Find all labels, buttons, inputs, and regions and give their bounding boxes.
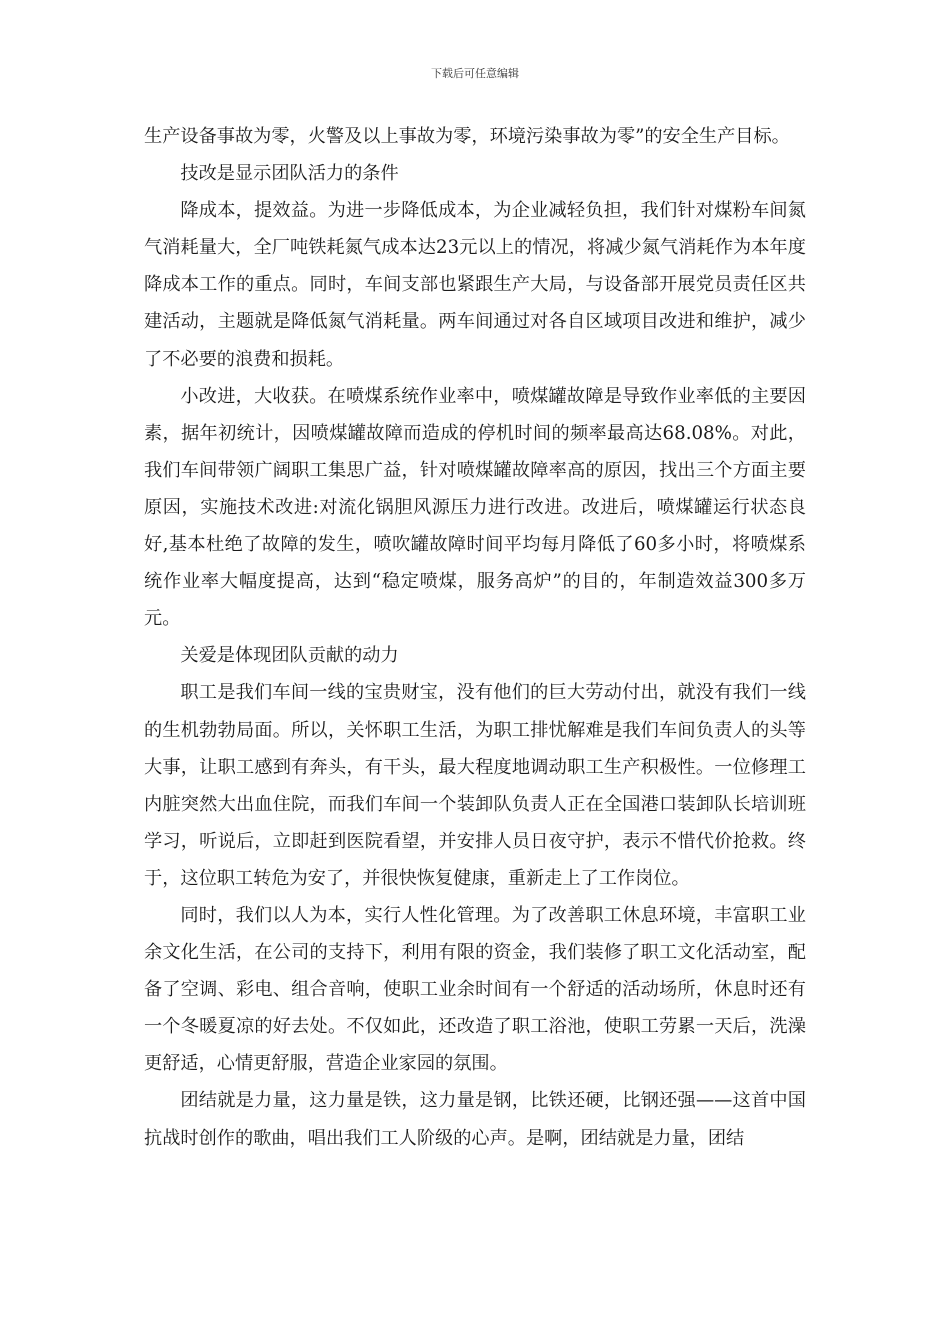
paragraph-worker-care: 职工是我们车间一线的宝贵财宝，没有他们的巨大劳动付出，就没有我们一线的生机勃勃局面。所以，关怀职工生活，为职工排忧解难是我们车间负责人的头等大事，让职工感到有奔头，有干头，最大程度地调动职工生产积极性。一位修理工内脏突然大出血住院，而我们车间一个装卸队负责人正在全国港口装卸队长培训班学习，听说后，立即赶到医院看望，并安排人员日夜守护，表示不惜代价抢救。终于，这位职工转危为安了，并很快恢复健康，重新走上了工作岗位。 [144, 682, 806, 889]
section-heading-care: 关爱是体现团队贡献的动力 [180, 645, 399, 667]
paragraph-humanized-management: 同时，我们以人为本，实行人性化管理。为了改善职工休息环境，丰富职工业余文化生活，在公司的支持下，利用有限的资金，我们装修了职工文化活动室，配备了空调、彩电、组合音响，使职工业余时间有一个舒适的活动场所，休息时还有一个冬暖夏凉的好去处。不仅如此，还改造了职工浴池，使职工劳累一天后，洗澡更舒适，心情更舒服，营造企业家园的氛围。 [144, 904, 806, 1075]
page-header: 下载后可任意编辑 [431, 67, 519, 80]
paragraph-small-improvements: 小改进，大收获。在喷煤系统作业率中，喷煤罐故障是导致作业率低的主要因素，据年初统计，因喷煤罐故障而造成的停机时间的频率最高达68.08%。对此，我们车间带领广阔职工集思广益，针对喷煤罐故障率高的原因，找出三个方面主要原因，实施技术改进:对流化锅胆风源压力进行改进。改进后，喷煤罐运行状态良好,基本杜绝了故障的发生，喷吹罐故障时间平均每月降低了60多小时，将喷煤系统作业率大幅度提高，达到“稳定喷煤，服务高炉”的目的，年制造效益300多万元。 [144, 385, 806, 630]
paragraph-safety-goal: 生产设备事故为零，火警及以上事故为零，环境污染事故为零”的安全生产目标。 [144, 126, 790, 147]
paragraph-cost-reduction: 降成本，提效益。为进一步降低成本，为企业减轻负担，我们针对煤粉车间氮气消耗量大，全厂吨铁耗氮气成本达23元以上的情况，将减少氮气消耗作为本年度降成本工作的重点。同时，车间支部也紧跟生产大局，与设备部开展党员责任区共建活动，主题就是降低氮气消耗量。两车间通过对各自区域项目改进和维护，减少了不必要的浪费和损耗。 [144, 200, 806, 370]
section-heading-tech-reform: 技改是显示团队活力的条件 [180, 163, 399, 185]
paragraph-unity: 团结就是力量，这力量是铁，这力量是钢，比铁还硬，比钢还强——这首中国抗战时创作的歌曲，唱出我们工人阶级的心声。是啊，团结就是力量，团结 [144, 1090, 806, 1149]
document-body [144, 118, 806, 1157]
